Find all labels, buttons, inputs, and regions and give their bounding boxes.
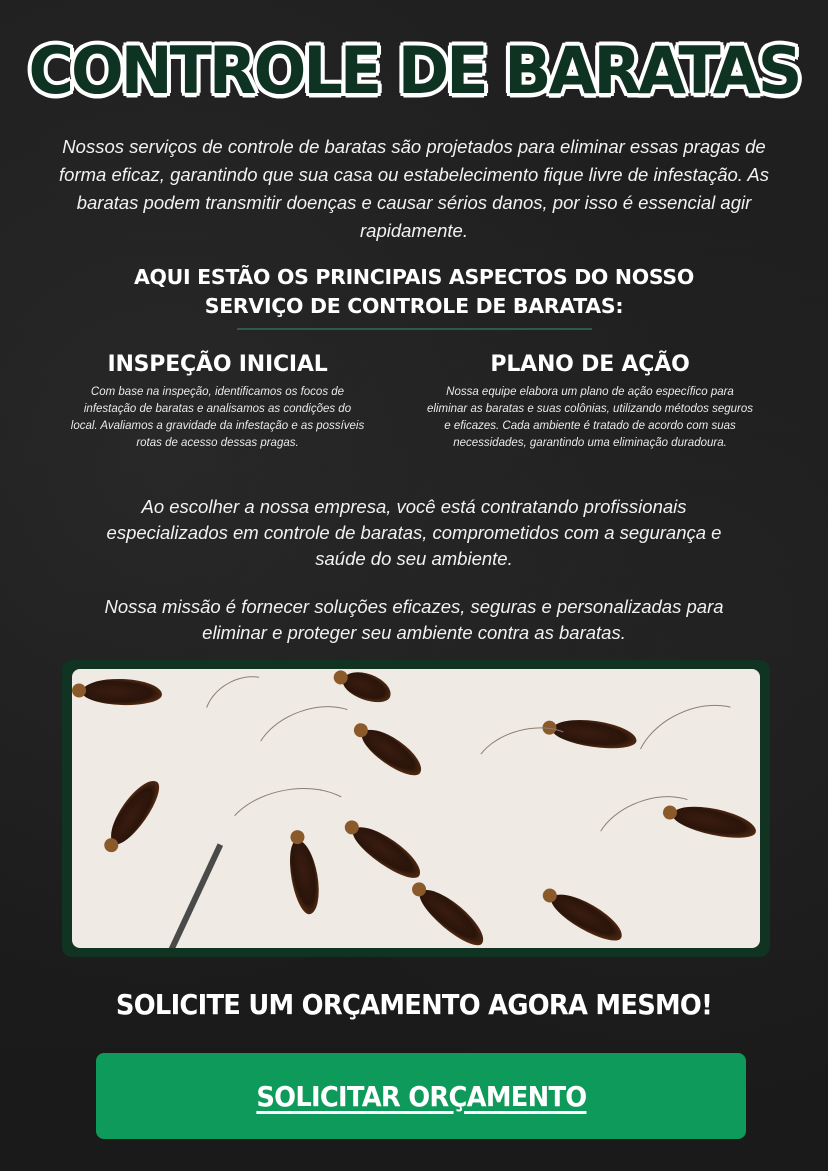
aspects-heading: AQUI ESTÃO OS PRINCIPAIS ASPECTOS DO NOSSO SERVIÇO DE CONTROLE DE BARATAS: xyxy=(133,265,695,318)
aspect-title: PLANO DE AÇÃO xyxy=(490,352,690,377)
heading-divider xyxy=(237,328,592,330)
mission-paragraph: Nossa missão é fornecer soluções eficazes, seguras e personalizadas para eliminar e proteger seu ambiente contra as baratas. xyxy=(104,596,724,643)
photo-frame xyxy=(62,660,770,957)
request-quote-label: SOLICITAR ORÇAMENTO xyxy=(255,1079,587,1113)
cockroach-icon xyxy=(102,774,166,850)
cta-heading: SOLICITE UM ORÇAMENTO AGORA MESMO! xyxy=(115,988,713,1021)
cockroach-icon xyxy=(339,669,395,708)
aspect-text: Nossa equipe elabora um plano de ação específico para eliminar as baratas e suas colônias, utilizando métodos seguros e eficazes. Cada ambiente é tratado de acordo com suas necessidades, garantindo uma eliminação duradoura. xyxy=(426,386,753,449)
probe xyxy=(167,843,223,948)
intro-paragraph: Nossos serviços de controle de baratas são projetados para eliminar essas pragas de forma eficaz, garantindo que sua casa ou estabelecimento fique livre de infestação. As baratas podem transmitir doenças e causar sérios danos, por isso é essencial agir rapidamente. xyxy=(59,136,769,241)
cockroach-icon xyxy=(546,886,628,948)
cockroach-icon xyxy=(413,881,491,948)
aspect-title: INSPEÇÃO INICIAL xyxy=(107,352,328,377)
aspect-text: Com base na inspeção, identificamos os focos de infestação de baratas e analisamos as condições do local. Avaliamos a gravidade da infestação e as possíveis rotas de acesso dessas pragas. xyxy=(70,386,365,449)
page-title: CONTROLE DE BARATAS xyxy=(28,32,800,109)
aspect-action-plan xyxy=(425,350,755,452)
cockroach-icon xyxy=(82,678,163,707)
request-quote-button[interactable] xyxy=(96,1053,746,1139)
aspect-inspection xyxy=(70,350,365,452)
company-paragraph: Ao escolher a nossa empresa, você está contratando profissionais especializados em controle de baratas, comprometidos com a segurança e saúde do seu ambiente. xyxy=(106,496,722,569)
cockroach-photo xyxy=(72,669,760,948)
